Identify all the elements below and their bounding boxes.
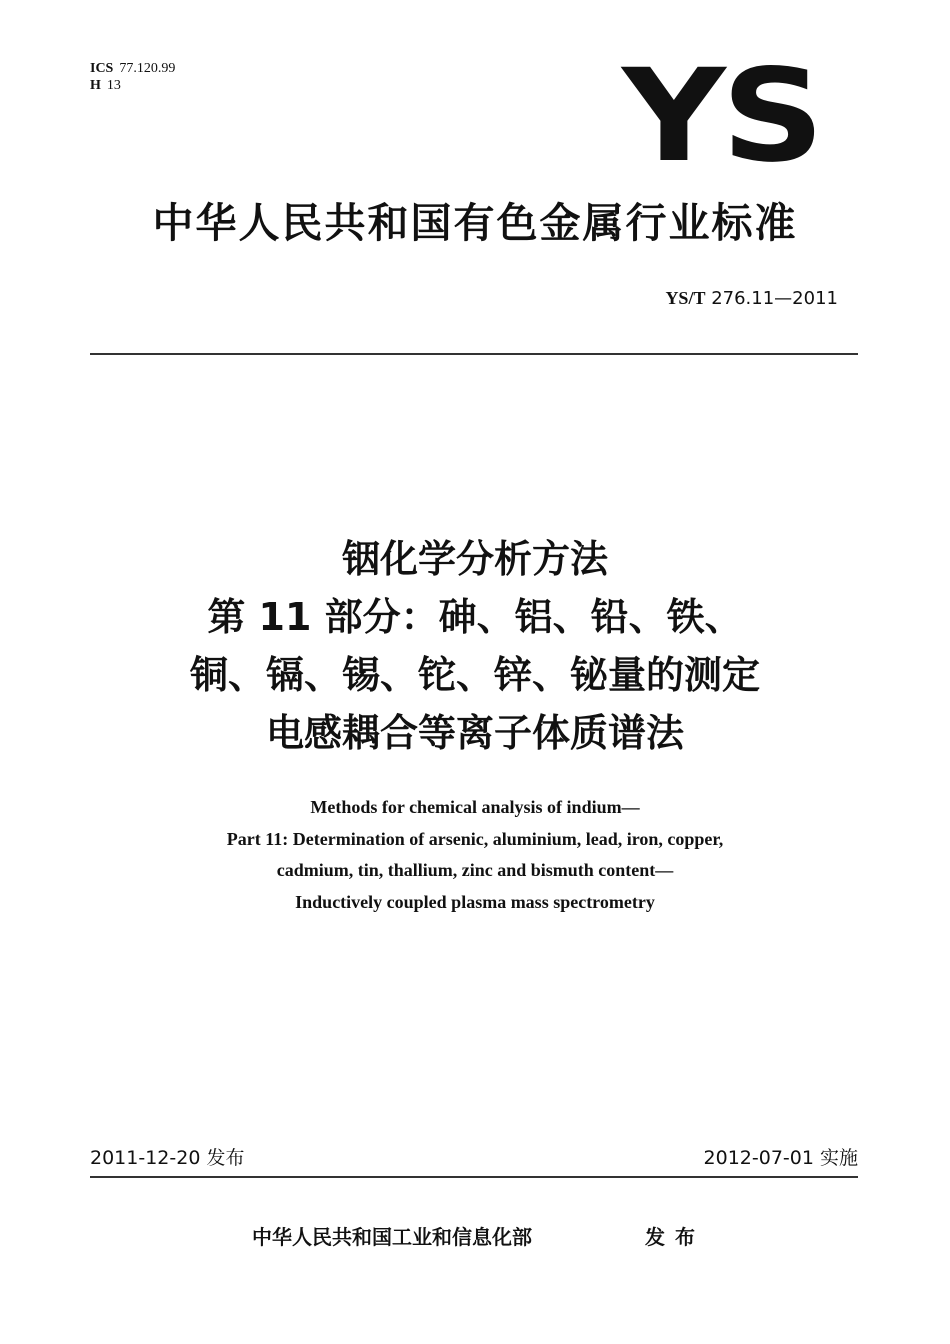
release-date: 2011-12-20 发布 bbox=[90, 1147, 245, 1169]
top-divider bbox=[90, 353, 858, 355]
class-value: 13 bbox=[106, 78, 121, 93]
ics-block bbox=[90, 60, 175, 94]
standard-code bbox=[665, 286, 838, 311]
class-line bbox=[90, 77, 175, 94]
chinese-title bbox=[0, 530, 950, 762]
english-title-line: Methods for chemical analysis of indium— bbox=[310, 797, 640, 817]
chinese-title-line: 铟化学分析方法 bbox=[341, 537, 608, 581]
class-label: H bbox=[90, 78, 101, 93]
english-title-line: Inductively coupled plasma mass spectrometry bbox=[295, 891, 655, 912]
ics-line bbox=[90, 60, 175, 77]
chinese-title-line: 第 11 部分：砷、铝、铅、铁、 bbox=[207, 595, 743, 639]
standard-code-number: 276.11—2011 bbox=[711, 288, 838, 309]
publisher-name: 中华人民共和国工业和信息化部 bbox=[252, 1225, 532, 1249]
english-title-line: Part 11: Determination of arsenic, aluminium, lead, iron, copper, bbox=[226, 828, 724, 849]
english-title-line: cadmium, tin, thallium, zinc and bismuth content— bbox=[276, 860, 674, 880]
standard-code-prefix: YS/T bbox=[665, 288, 706, 308]
bottom-divider bbox=[90, 1176, 858, 1178]
issue-label: 发布 bbox=[645, 1225, 705, 1249]
standard-title: 中华人民共和国有色金属行业标准 bbox=[152, 199, 798, 247]
chinese-title-line: 铜、镉、锡、铊、锌、铋量的测定 bbox=[189, 653, 760, 697]
ys-logo: YS bbox=[622, 42, 821, 191]
chinese-title-line: 电感耦合等离子体质谱法 bbox=[265, 711, 684, 755]
ics-label: ICS bbox=[90, 61, 114, 76]
ics-value: 77.120.99 bbox=[119, 61, 176, 76]
implementation-date: 2012-07-01 实施 bbox=[703, 1147, 858, 1169]
english-title bbox=[0, 792, 950, 918]
